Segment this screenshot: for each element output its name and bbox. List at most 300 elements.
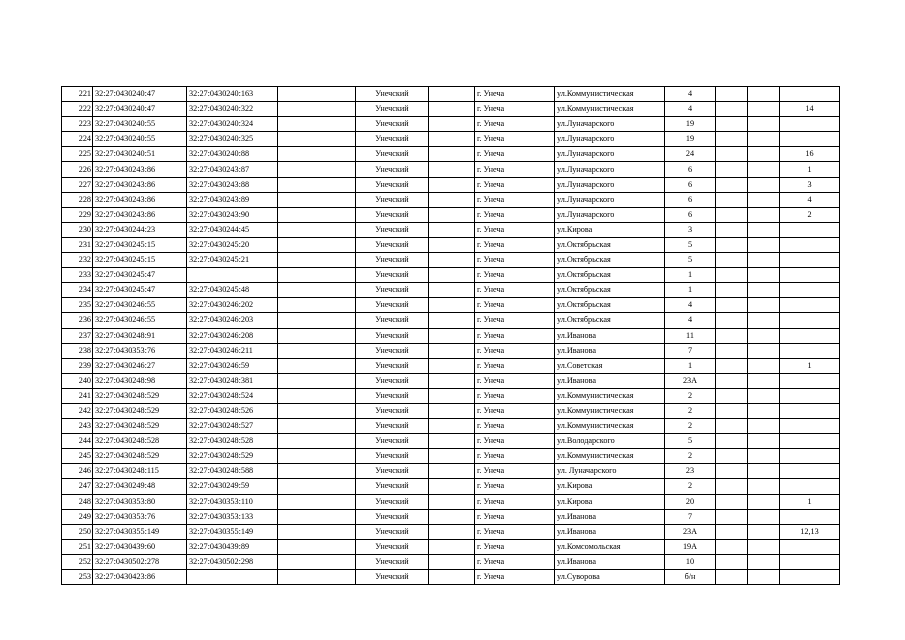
district-cell: Унечский [356, 358, 429, 373]
district-cell: Унечский [356, 222, 429, 237]
street-cell: ул.Луначарского [555, 147, 665, 162]
table-row [62, 570, 840, 585]
table-row [62, 524, 840, 539]
empty-cell [716, 524, 748, 539]
empty-cell [748, 328, 780, 343]
flat-number-cell: 4 [780, 192, 840, 207]
building-number-cell: 32:27:0430245:20 [187, 237, 278, 252]
empty-cell [748, 313, 780, 328]
district-cell: Унечский [356, 419, 429, 434]
house-number-cell: 7 [665, 343, 716, 358]
district-cell: Унечский [356, 464, 429, 479]
street-cell: ул.Коммунистическая [555, 87, 665, 102]
building-number-cell: 32:27:0430243:90 [187, 207, 278, 222]
flat-number-cell: 16 [780, 147, 840, 162]
parcel-number-cell: 32:27:0430243:86 [93, 207, 187, 222]
town-cell: г. Унеча [475, 403, 555, 418]
town-cell: г. Унеча [475, 328, 555, 343]
flat-number-cell [780, 464, 840, 479]
row-number-cell: 227 [62, 177, 93, 192]
empty-cell [429, 162, 475, 177]
house-number-cell: 11 [665, 328, 716, 343]
empty-cell [716, 494, 748, 509]
flat-number-cell [780, 313, 840, 328]
empty-cell [278, 494, 356, 509]
town-cell: г. Унеча [475, 132, 555, 147]
building-number-cell: 32:27:0430243:87 [187, 162, 278, 177]
empty-cell [716, 117, 748, 132]
empty-cell [748, 494, 780, 509]
empty-cell [748, 132, 780, 147]
building-number-cell: 32:27:0430249:59 [187, 479, 278, 494]
building-number-cell: 32:27:0430240:163 [187, 87, 278, 102]
empty-cell [278, 102, 356, 117]
row-number-cell: 239 [62, 358, 93, 373]
empty-cell [429, 419, 475, 434]
row-number-cell: 226 [62, 162, 93, 177]
building-number-cell: 32:27:0430246:202 [187, 298, 278, 313]
empty-cell [429, 132, 475, 147]
town-cell: г. Унеча [475, 509, 555, 524]
building-number-cell: 32:27:0430248:588 [187, 464, 278, 479]
flat-number-cell [780, 479, 840, 494]
town-cell: г. Унеча [475, 464, 555, 479]
house-number-cell: 6 [665, 177, 716, 192]
house-number-cell: 2 [665, 388, 716, 403]
empty-cell [278, 237, 356, 252]
house-number-cell: 23А [665, 524, 716, 539]
empty-cell [716, 313, 748, 328]
town-cell: г. Унеча [475, 313, 555, 328]
flat-number-cell [780, 570, 840, 585]
empty-cell [716, 253, 748, 268]
town-cell: г. Унеча [475, 524, 555, 539]
street-cell: ул.Иванова [555, 509, 665, 524]
parcel-number-cell: 32:27:0430502:278 [93, 554, 187, 569]
district-cell: Унечский [356, 328, 429, 343]
empty-cell [716, 268, 748, 283]
street-cell: ул.Октябрьская [555, 237, 665, 252]
table-row [62, 388, 840, 403]
parcel-number-cell: 32:27:0430243:86 [93, 162, 187, 177]
table-row [62, 403, 840, 418]
flat-number-cell: 2 [780, 207, 840, 222]
house-number-cell: 23А [665, 373, 716, 388]
house-number-cell: 19 [665, 117, 716, 132]
town-cell: г. Унеча [475, 343, 555, 358]
street-cell: ул. Луначарского [555, 464, 665, 479]
empty-cell [429, 177, 475, 192]
row-number-cell: 245 [62, 449, 93, 464]
empty-cell [429, 87, 475, 102]
house-number-cell: 2 [665, 403, 716, 418]
town-cell: г. Унеча [475, 87, 555, 102]
town-cell: г. Унеча [475, 192, 555, 207]
flat-number-cell: 14 [780, 102, 840, 117]
empty-cell [748, 419, 780, 434]
parcel-number-cell: 32:27:0430245:15 [93, 237, 187, 252]
empty-cell [748, 343, 780, 358]
flat-number-cell [780, 222, 840, 237]
empty-cell [748, 403, 780, 418]
building-number-cell: 32:27:0430248:526 [187, 403, 278, 418]
empty-cell [716, 419, 748, 434]
table-row [62, 222, 840, 237]
empty-cell [278, 434, 356, 449]
house-number-cell: 20 [665, 494, 716, 509]
empty-cell [278, 298, 356, 313]
empty-cell [278, 373, 356, 388]
parcel-number-cell: 32:27:0430249:48 [93, 479, 187, 494]
flat-number-cell [780, 419, 840, 434]
row-number-cell: 221 [62, 87, 93, 102]
street-cell: ул.Луначарского [555, 117, 665, 132]
empty-cell [429, 509, 475, 524]
town-cell: г. Унеча [475, 253, 555, 268]
parcel-number-cell: 32:27:0430246:55 [93, 298, 187, 313]
empty-cell [429, 117, 475, 132]
row-number-cell: 225 [62, 147, 93, 162]
empty-cell [716, 434, 748, 449]
house-number-cell: 6 [665, 162, 716, 177]
empty-cell [748, 509, 780, 524]
empty-cell [748, 449, 780, 464]
flat-number-cell [780, 373, 840, 388]
house-number-cell: 2 [665, 479, 716, 494]
house-number-cell: 1 [665, 283, 716, 298]
empty-cell [748, 298, 780, 313]
empty-cell [716, 343, 748, 358]
row-number-cell: 235 [62, 298, 93, 313]
empty-cell [278, 313, 356, 328]
table-row [62, 192, 840, 207]
district-cell: Унечский [356, 177, 429, 192]
document-page [61, 86, 840, 585]
street-cell: ул.Коммунистическая [555, 419, 665, 434]
empty-cell [748, 358, 780, 373]
flat-number-cell [780, 283, 840, 298]
town-cell: г. Унеча [475, 207, 555, 222]
town-cell: г. Унеча [475, 147, 555, 162]
building-number-cell: 32:27:0430240:88 [187, 147, 278, 162]
building-number-cell: 32:27:0430355:149 [187, 524, 278, 539]
street-cell: ул.Луначарского [555, 207, 665, 222]
empty-cell [716, 373, 748, 388]
empty-cell [278, 268, 356, 283]
parcel-number-cell: 32:27:0430439:60 [93, 539, 187, 554]
district-cell: Унечский [356, 570, 429, 585]
row-number-cell: 242 [62, 403, 93, 418]
house-number-cell: 23 [665, 464, 716, 479]
building-number-cell: 32:27:0430248:528 [187, 434, 278, 449]
building-number-cell [187, 268, 278, 283]
empty-cell [278, 358, 356, 373]
row-number-cell: 233 [62, 268, 93, 283]
empty-cell [716, 132, 748, 147]
empty-cell [429, 554, 475, 569]
town-cell: г. Унеча [475, 222, 555, 237]
empty-cell [429, 102, 475, 117]
empty-cell [429, 539, 475, 554]
parcel-number-cell: 32:27:0430243:86 [93, 192, 187, 207]
flat-number-cell [780, 343, 840, 358]
district-cell: Унечский [356, 494, 429, 509]
flat-number-cell: 1 [780, 358, 840, 373]
row-number-cell: 232 [62, 253, 93, 268]
empty-cell [278, 539, 356, 554]
empty-cell [716, 509, 748, 524]
town-cell: г. Унеча [475, 177, 555, 192]
town-cell: г. Унеча [475, 434, 555, 449]
building-number-cell: 32:27:0430246:59 [187, 358, 278, 373]
street-cell: ул.Коммунистическая [555, 388, 665, 403]
house-number-cell: 6 [665, 192, 716, 207]
table-row [62, 102, 840, 117]
building-number-cell: 32:27:0430248:524 [187, 388, 278, 403]
house-number-cell: 4 [665, 298, 716, 313]
empty-cell [429, 570, 475, 585]
town-cell: г. Унеча [475, 479, 555, 494]
row-number-cell: 253 [62, 570, 93, 585]
table-row [62, 434, 840, 449]
district-cell: Унечский [356, 373, 429, 388]
town-cell: г. Унеча [475, 554, 555, 569]
table-row [62, 253, 840, 268]
table-row [62, 464, 840, 479]
table-row [62, 298, 840, 313]
flat-number-cell [780, 117, 840, 132]
row-number-cell: 223 [62, 117, 93, 132]
empty-cell [716, 147, 748, 162]
empty-cell [748, 117, 780, 132]
table-row [62, 554, 840, 569]
table-row [62, 283, 840, 298]
empty-cell [748, 434, 780, 449]
house-number-cell: 5 [665, 237, 716, 252]
town-cell: г. Унеча [475, 373, 555, 388]
street-cell: ул.Коммунистическая [555, 102, 665, 117]
street-cell: ул.Октябрьская [555, 253, 665, 268]
empty-cell [429, 388, 475, 403]
building-number-cell: 32:27:0430248:381 [187, 373, 278, 388]
building-number-cell: 32:27:0430502:298 [187, 554, 278, 569]
parcel-number-cell: 32:27:0430248:91 [93, 328, 187, 343]
flat-number-cell: 3 [780, 177, 840, 192]
building-number-cell: 32:27:0430243:88 [187, 177, 278, 192]
table-row [62, 509, 840, 524]
street-cell: ул.Иванова [555, 554, 665, 569]
empty-cell [716, 87, 748, 102]
district-cell: Унечский [356, 554, 429, 569]
empty-cell [278, 388, 356, 403]
empty-cell [278, 117, 356, 132]
empty-cell [748, 237, 780, 252]
street-cell: ул.Иванова [555, 373, 665, 388]
table-body [62, 87, 840, 585]
row-number-cell: 237 [62, 328, 93, 343]
row-number-cell: 250 [62, 524, 93, 539]
street-cell: ул.Суворова [555, 570, 665, 585]
table-row [62, 132, 840, 147]
empty-cell [429, 313, 475, 328]
district-cell: Унечский [356, 313, 429, 328]
house-number-cell: 10 [665, 554, 716, 569]
table-row [62, 358, 840, 373]
table-row [62, 117, 840, 132]
cadastral-table [61, 86, 840, 585]
house-number-cell: 2 [665, 449, 716, 464]
district-cell: Унечский [356, 147, 429, 162]
empty-cell [278, 403, 356, 418]
flat-number-cell: 1 [780, 162, 840, 177]
town-cell: г. Унеча [475, 449, 555, 464]
parcel-number-cell: 32:27:0430353:76 [93, 509, 187, 524]
building-number-cell: 32:27:0430246:208 [187, 328, 278, 343]
building-number-cell: 32:27:0430353:133 [187, 509, 278, 524]
empty-cell [748, 283, 780, 298]
town-cell: г. Унеча [475, 539, 555, 554]
flat-number-cell [780, 268, 840, 283]
flat-number-cell [780, 328, 840, 343]
empty-cell [748, 87, 780, 102]
empty-cell [716, 358, 748, 373]
row-number-cell: 246 [62, 464, 93, 479]
parcel-number-cell: 32:27:0430246:55 [93, 313, 187, 328]
street-cell: ул.Комсомольская [555, 539, 665, 554]
flat-number-cell: 1 [780, 494, 840, 509]
empty-cell [748, 539, 780, 554]
district-cell: Унечский [356, 509, 429, 524]
building-number-cell: 32:27:0430246:211 [187, 343, 278, 358]
town-cell: г. Унеча [475, 388, 555, 403]
table-row [62, 479, 840, 494]
street-cell: ул.Октябрьская [555, 268, 665, 283]
row-number-cell: 222 [62, 102, 93, 117]
empty-cell [748, 388, 780, 403]
street-cell: ул.Володарского [555, 434, 665, 449]
empty-cell [716, 328, 748, 343]
empty-cell [748, 222, 780, 237]
parcel-number-cell: 32:27:0430240:47 [93, 87, 187, 102]
empty-cell [278, 479, 356, 494]
empty-cell [716, 554, 748, 569]
row-number-cell: 240 [62, 373, 93, 388]
empty-cell [278, 570, 356, 585]
empty-cell [748, 192, 780, 207]
table-row [62, 328, 840, 343]
empty-cell [278, 253, 356, 268]
empty-cell [748, 177, 780, 192]
table-row [62, 237, 840, 252]
building-number-cell: 32:27:0430243:89 [187, 192, 278, 207]
empty-cell [716, 388, 748, 403]
table-row [62, 343, 840, 358]
empty-cell [716, 570, 748, 585]
empty-cell [429, 343, 475, 358]
empty-cell [429, 237, 475, 252]
house-number-cell: 1 [665, 268, 716, 283]
row-number-cell: 252 [62, 554, 93, 569]
building-number-cell [187, 570, 278, 585]
flat-number-cell [780, 388, 840, 403]
town-cell: г. Унеча [475, 419, 555, 434]
empty-cell [278, 207, 356, 222]
house-number-cell: 2 [665, 419, 716, 434]
district-cell: Унечский [356, 117, 429, 132]
district-cell: Унечский [356, 87, 429, 102]
town-cell: г. Унеча [475, 298, 555, 313]
building-number-cell: 32:27:0430245:48 [187, 283, 278, 298]
parcel-number-cell: 32:27:0430245:47 [93, 268, 187, 283]
parcel-number-cell: 32:27:0430353:76 [93, 343, 187, 358]
empty-cell [278, 87, 356, 102]
district-cell: Унечский [356, 253, 429, 268]
district-cell: Унечский [356, 237, 429, 252]
empty-cell [748, 102, 780, 117]
district-cell: Унечский [356, 449, 429, 464]
empty-cell [278, 283, 356, 298]
empty-cell [278, 343, 356, 358]
row-number-cell: 238 [62, 343, 93, 358]
empty-cell [716, 102, 748, 117]
empty-cell [748, 570, 780, 585]
town-cell: г. Унеча [475, 102, 555, 117]
empty-cell [278, 132, 356, 147]
street-cell: ул.Луначарского [555, 162, 665, 177]
empty-cell [716, 464, 748, 479]
building-number-cell: 32:27:0430245:21 [187, 253, 278, 268]
parcel-number-cell: 32:27:0430240:47 [93, 102, 187, 117]
town-cell: г. Унеча [475, 494, 555, 509]
empty-cell [748, 554, 780, 569]
building-number-cell: 32:27:0430240:325 [187, 132, 278, 147]
parcel-number-cell: 32:27:0430248:98 [93, 373, 187, 388]
flat-number-cell [780, 298, 840, 313]
row-number-cell: 244 [62, 434, 93, 449]
parcel-number-cell: 32:27:0430248:529 [93, 388, 187, 403]
row-number-cell: 249 [62, 509, 93, 524]
street-cell: ул.Луначарского [555, 132, 665, 147]
empty-cell [748, 207, 780, 222]
empty-cell [748, 464, 780, 479]
empty-cell [429, 147, 475, 162]
building-number-cell: 32:27:0430248:529 [187, 449, 278, 464]
street-cell: ул.Иванова [555, 524, 665, 539]
town-cell: г. Унеча [475, 268, 555, 283]
empty-cell [278, 524, 356, 539]
town-cell: г. Унеча [475, 162, 555, 177]
district-cell: Унечский [356, 539, 429, 554]
flat-number-cell: 12,13 [780, 524, 840, 539]
empty-cell [429, 283, 475, 298]
empty-cell [429, 192, 475, 207]
building-number-cell: 32:27:0430240:322 [187, 102, 278, 117]
empty-cell [716, 162, 748, 177]
house-number-cell: 5 [665, 253, 716, 268]
empty-cell [716, 479, 748, 494]
street-cell: ул.Кирова [555, 479, 665, 494]
table-row [62, 494, 840, 509]
table-row [62, 207, 840, 222]
empty-cell [716, 222, 748, 237]
street-cell: ул.Иванова [555, 343, 665, 358]
district-cell: Унечский [356, 192, 429, 207]
house-number-cell: б/н [665, 570, 716, 585]
parcel-number-cell: 32:27:0430245:15 [93, 253, 187, 268]
parcel-number-cell: 32:27:0430244:23 [93, 222, 187, 237]
empty-cell [748, 268, 780, 283]
table-row [62, 449, 840, 464]
